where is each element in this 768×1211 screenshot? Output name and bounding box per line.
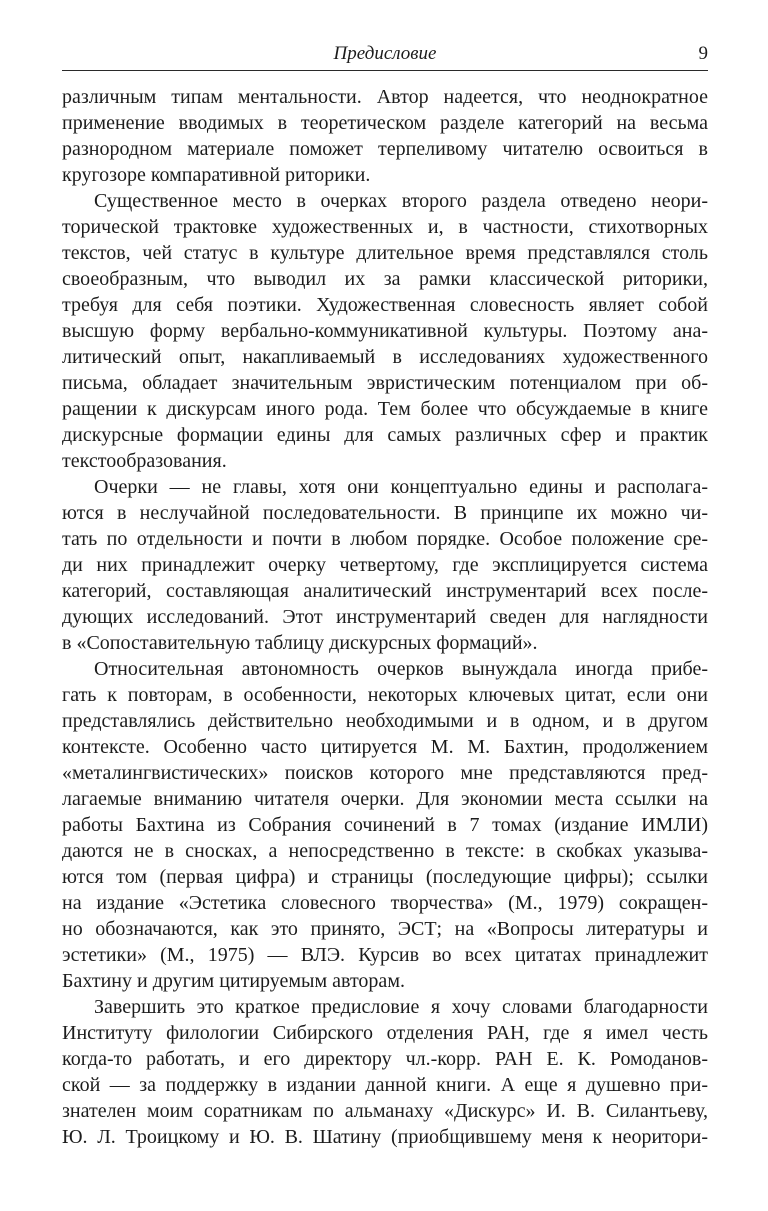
paragraph <box>62 994 708 1150</box>
text-line: литический опыт, накапливаемый в исследованиях художественного <box>62 346 708 368</box>
text-line: ди них принадлежит очерку четвертому, где эксплицируется система <box>62 554 708 576</box>
text-line: категорий, составляющая аналитический инструментарий всех после- <box>62 580 708 602</box>
text-line: лагаемые вниманию читателя очерки. Для экономии места ссылки на <box>62 788 708 810</box>
paragraph <box>62 474 708 656</box>
text-line: когда-то работать, и его директору чл.-корр. РАН Е. К. Ромоданов- <box>62 1048 708 1070</box>
text-line: торической трактовке художественных и, в частности, стихотворных <box>62 216 708 238</box>
text-line: на издание «Эстетика словесного творчества» (М., 1979) сокращен- <box>62 892 708 914</box>
body-text <box>62 84 708 1150</box>
text-line: контексте. Особенно часто цитируется М. М. Бахтин, продолжением <box>62 736 708 758</box>
text-line: своеобразным, что выводил их за рамки классической риторики, <box>62 268 708 290</box>
text-line: текстов, чей статус в культуре длительное время представлялся столь <box>62 242 708 264</box>
text-line: «металингвистических» поисков которого мне представляются пред- <box>62 762 708 784</box>
text-line: Завершить это краткое предисловие я хочу словами благодарности <box>94 996 708 1018</box>
text-line: Существенное место в очерках второго раздела отведено неори- <box>94 190 708 212</box>
text-line: гать к повторам, в особенности, некоторых ключевых цитат, если они <box>62 684 708 706</box>
text-line: разнородном материале поможет терпеливому читателю освоиться в <box>62 138 708 160</box>
paragraph <box>62 656 708 994</box>
text-line: даются не в сносках, а непосредственно в тексте: в скобках указыва- <box>62 840 708 862</box>
text-line: дискурсные формации едины для самых различных сфер и практик <box>62 424 708 446</box>
page-number: 9 <box>698 43 708 64</box>
paragraph <box>62 84 708 188</box>
text-line: представлялись действительно необходимыми и в одном, и в другом <box>62 710 708 732</box>
text-line: различным типам ментальности. Автор надеется, что неоднократное <box>62 86 708 108</box>
text-line: тать по отдельности и почти в любом порядке. Особое положение сре- <box>62 528 708 550</box>
text-line: Ю. Л. Троицкому и Ю. В. Шатину (приобщившему меня к неоритори- <box>62 1126 708 1148</box>
text-line: высшую форму вербально-коммуникативной культуры. Поэтому ана- <box>62 320 708 342</box>
text-line: ращении к дискурсам иного рода. Тем более что обсуждаемые в книге <box>62 398 708 420</box>
text-line: применение вводимых в теоретическом разделе категорий на весьма <box>62 112 708 134</box>
header-rule <box>62 70 708 71</box>
text-line: Институту филологии Сибирского отделения РАН, где я имел честь <box>62 1022 708 1044</box>
text-line: ются том (первая цифра) и страницы (последующие цифры); ссылки <box>62 866 708 888</box>
text-line: дующих исследований. Этот инструментарий сведен для наглядности <box>62 606 708 628</box>
text-line: письма, обладает значительным эвристическим потенциалом при об- <box>62 372 708 394</box>
running-title: Предисловие <box>333 43 437 64</box>
text-line: текстообразования. <box>62 450 227 472</box>
text-line: Очерки — не главы, хотя они концептуально едины и располага- <box>94 476 708 498</box>
text-line: в «Сопоставительную таблицу дискурсных формаций». <box>62 632 538 654</box>
text-line: требуя для себя поэтики. Художественная словесность являет собой <box>62 294 708 316</box>
text-line: эстетики» (М., 1975) — ВЛЭ. Курсив во всех цитатах принадлежит <box>62 944 708 966</box>
text-line: но обозначаются, как это принято, ЭСТ; на «Вопросы литературы и <box>62 918 708 940</box>
running-header <box>62 42 708 68</box>
text-line: знателен моим соратникам по альманаху «Дискурс» И. В. Силантьеву, <box>62 1100 708 1122</box>
text-line: ются в неслучайной последовательности. В принципе их можно чи- <box>62 502 708 524</box>
text-line: кругозоре компаративной риторики. <box>62 164 371 186</box>
text-line: Относительная автономность очерков вынуждала иногда прибе- <box>94 658 708 680</box>
paragraph <box>62 188 708 474</box>
text-line: работы Бахтина из Собрания сочинений в 7 томах (издание ИМЛИ) <box>62 814 708 836</box>
text-line: ской — за поддержку в издании данной книги. А еще я душевно при- <box>62 1074 708 1096</box>
text-line: Бахтину и другим цитируемым авторам. <box>62 970 405 992</box>
